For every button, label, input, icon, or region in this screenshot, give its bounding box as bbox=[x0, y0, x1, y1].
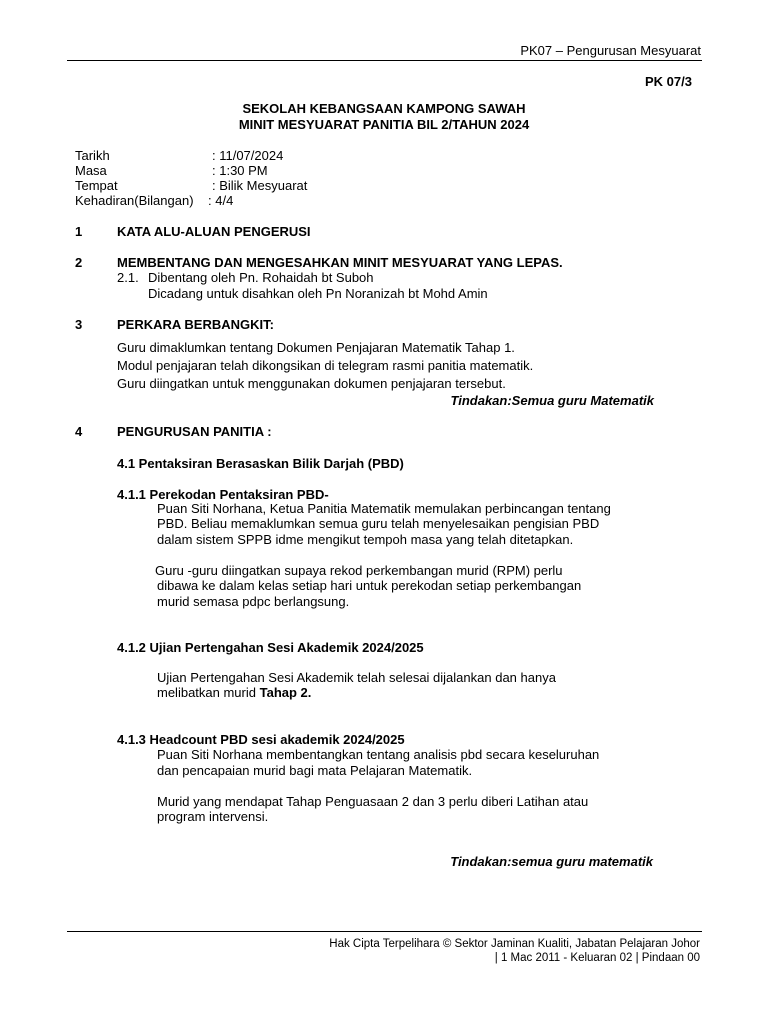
section-4-1-1-para1-line3: dalam sistem SPPB idme mengikut tempoh masa yang telah ditetapkan. bbox=[157, 532, 574, 547]
section-4-1-3-para1-line1: Puan Siti Norhana membentangkan tentang analisis pbd secara keseluruhan bbox=[157, 747, 600, 762]
section-4-action: Tindakan:semua guru matematik bbox=[450, 854, 653, 869]
section-3-title: PERKARA BERBANGKIT: bbox=[117, 317, 274, 332]
section-2-title: MEMBENTANG DAN MENGESAHKAN MINIT MESYUARAT YANG LEPAS. bbox=[117, 255, 563, 270]
section-2-1-line-1: Dibentang oleh Pn. Rohaidah bt Suboh bbox=[148, 270, 374, 285]
school-name: SEKOLAH KEBANGSAAN KAMPONG SAWAH bbox=[242, 101, 526, 116]
info-value-attendance: : 4/4 bbox=[208, 193, 234, 208]
section-2-number: 2 bbox=[75, 255, 83, 270]
section-4-1-3-para2-line2: program intervensi. bbox=[157, 809, 269, 824]
section-4-1-1-para2-line1: Guru -guru diingatkan supaya rekod perkembangan murid (RPM) perlu bbox=[155, 563, 563, 578]
section-4-1-2-line-1: Ujian Pertengahan Sesi Akademik telah selesai dijalankan dan hanya bbox=[157, 670, 556, 685]
footer-revision: | 1 Mac 2011 - Keluaran 02 | Pindaan 00 bbox=[494, 952, 700, 964]
info-label-attendance: Kehadiran(Bilangan) bbox=[75, 193, 194, 208]
section-4-1-3-title: 4.1.3 Headcount PBD sesi akademik 2024/2025 bbox=[117, 732, 405, 747]
section-4-1-title: 4.1 Pentaksiran Berasaskan Bilik Darjah (PBD) bbox=[117, 456, 404, 471]
info-value-time: : 1:30 PM bbox=[212, 163, 268, 178]
form-code: PK 07/3 bbox=[645, 74, 692, 89]
section-4-1-2-title: 4.1.2 Ujian Pertengahan Sesi Akademik 2024/2025 bbox=[117, 640, 424, 655]
section-4-number: 4 bbox=[75, 424, 83, 439]
section-4-1-3-para1-line2: dan pencapaian murid bagi mata Pelajaran Matematik. bbox=[157, 763, 473, 778]
section-2-1-number: 2.1. bbox=[117, 270, 139, 285]
info-label-time: Masa bbox=[75, 163, 107, 178]
section-4-1-1-para1-line1: Puan Siti Norhana, Ketua Panitia Matematik memulakan perbincangan tentang bbox=[157, 501, 611, 516]
section-4-1-1-para1-line2: PBD. Beliau memaklumkan semua guru telah menyelesaikan pengisian PBD bbox=[157, 516, 600, 531]
info-label-date: Tarikh bbox=[75, 148, 110, 163]
meeting-title: MINIT MESYUARAT PANITIA BIL 2/TAHUN 2024 bbox=[238, 117, 530, 132]
section-4-1-3-para2-line1: Murid yang mendapat Tahap Penguasaan 2 dan 3 perlu diberi Latihan atau bbox=[157, 794, 589, 809]
document-reference: PK07 – Pengurusan Mesyuarat bbox=[520, 43, 701, 58]
section-2-1-line-2: Dicadang untuk disahkan oleh Pn Noranizah bt Mohd Amin bbox=[148, 286, 488, 301]
footer-divider bbox=[67, 931, 702, 932]
section-3-line-2: Modul penjajaran telah dikongsikan di telegram rasmi panitia matematik. bbox=[117, 358, 534, 373]
footer-copyright: Hak Cipta Terpelihara © Sektor Jaminan Kualiti, Jabatan Pelajaran Johor bbox=[329, 938, 700, 950]
section-3-number: 3 bbox=[75, 317, 83, 332]
section-4-1-2-line-2-emphasis: Tahap 2. bbox=[259, 685, 312, 700]
header-divider bbox=[67, 60, 702, 61]
section-4-1-2-line-2 bbox=[157, 685, 311, 700]
section-4-title: PENGURUSAN PANITIA : bbox=[117, 424, 272, 439]
info-value-venue: : Bilik Mesyuarat bbox=[212, 178, 308, 193]
section-1-number: 1 bbox=[75, 224, 83, 239]
section-4-1-1-para2-line3: murid semasa pdpc berlangsung. bbox=[157, 594, 350, 609]
section-4-1-1-para2-line2: dibawa ke dalam kelas setiap hari untuk perekodan setiap perkembangan bbox=[157, 578, 582, 593]
section-4-1-1-title: 4.1.1 Perekodan Pentaksiran PBD- bbox=[117, 487, 329, 502]
section-1-title: KATA ALU-ALUAN PENGERUSI bbox=[117, 224, 311, 239]
section-4-1-2-line-2-text: melibatkan murid bbox=[157, 685, 260, 700]
info-value-date: : 11/07/2024 bbox=[212, 148, 284, 163]
section-3-action: Tindakan:Semua guru Matematik bbox=[450, 393, 654, 408]
section-3-line-3: Guru diingatkan untuk menggunakan dokumen penjajaran tersebut. bbox=[117, 376, 506, 391]
section-3-line-1: Guru dimaklumkan tentang Dokumen Penjajaran Matematik Tahap 1. bbox=[117, 340, 515, 355]
info-label-venue: Tempat bbox=[75, 178, 118, 193]
